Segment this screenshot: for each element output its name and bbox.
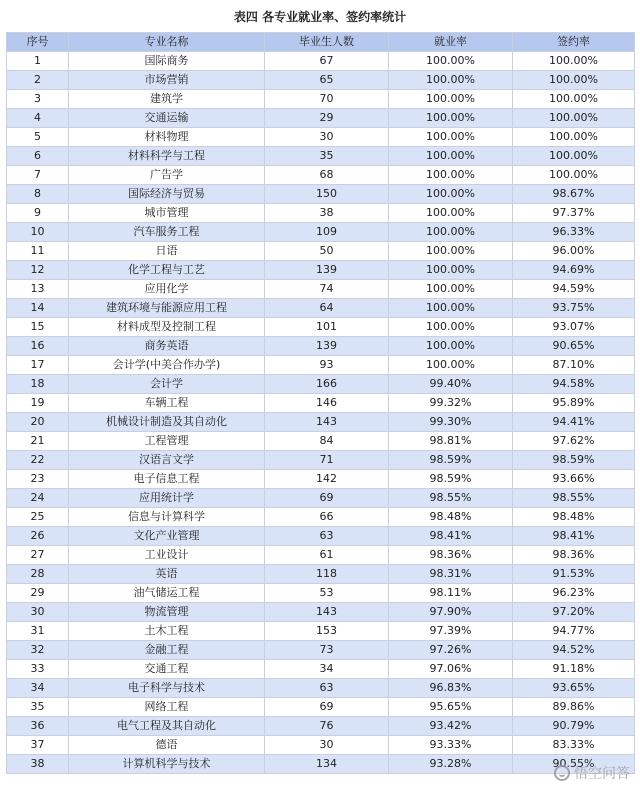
cell-major: 工业设计 (69, 546, 265, 565)
table-row (7, 603, 635, 622)
cell-employment-rate: 100.00% (389, 318, 513, 337)
table-row (7, 147, 635, 166)
cell-major: 市场营销 (69, 71, 265, 90)
cell-index: 14 (7, 299, 69, 318)
cell-contract-rate: 98.41% (513, 527, 635, 546)
cell-contract-rate: 96.33% (513, 223, 635, 242)
cell-contract-rate: 94.69% (513, 261, 635, 280)
cell-employment-rate: 93.33% (389, 736, 513, 755)
cell-major: 城市管理 (69, 204, 265, 223)
cell-contract-rate: 97.62% (513, 432, 635, 451)
cell-employment-rate: 100.00% (389, 242, 513, 261)
cell-index: 25 (7, 508, 69, 527)
cell-graduates: 84 (265, 432, 389, 451)
cell-contract-rate: 100.00% (513, 90, 635, 109)
cell-employment-rate: 100.00% (389, 90, 513, 109)
cell-graduates: 29 (265, 109, 389, 128)
table-row (7, 204, 635, 223)
cell-employment-rate: 100.00% (389, 166, 513, 185)
table-row (7, 128, 635, 147)
cell-contract-rate: 90.79% (513, 717, 635, 736)
cell-major: 油气储运工程 (69, 584, 265, 603)
cell-contract-rate: 89.86% (513, 698, 635, 717)
cell-employment-rate: 100.00% (389, 71, 513, 90)
cell-index: 10 (7, 223, 69, 242)
cell-contract-rate: 100.00% (513, 166, 635, 185)
cell-contract-rate: 98.48% (513, 508, 635, 527)
wukong-logo-icon (554, 765, 570, 781)
cell-contract-rate: 96.00% (513, 242, 635, 261)
table-row (7, 432, 635, 451)
cell-contract-rate: 90.55% (513, 755, 635, 774)
cell-employment-rate: 96.83% (389, 679, 513, 698)
cell-graduates: 153 (265, 622, 389, 641)
cell-employment-rate: 100.00% (389, 261, 513, 280)
cell-contract-rate: 98.55% (513, 489, 635, 508)
cell-contract-rate: 94.59% (513, 280, 635, 299)
table-row (7, 679, 635, 698)
cell-index: 6 (7, 147, 69, 166)
cell-employment-rate: 100.00% (389, 185, 513, 204)
cell-graduates: 101 (265, 318, 389, 337)
cell-index: 30 (7, 603, 69, 622)
cell-graduates: 74 (265, 280, 389, 299)
cell-graduates: 118 (265, 565, 389, 584)
watermark (554, 763, 630, 783)
cell-major: 应用化学 (69, 280, 265, 299)
cell-employment-rate: 98.11% (389, 584, 513, 603)
cell-major: 建筑环境与能源应用工程 (69, 299, 265, 318)
column-header-index: 序号 (7, 33, 69, 52)
cell-index: 33 (7, 660, 69, 679)
table-row (7, 546, 635, 565)
cell-employment-rate: 100.00% (389, 356, 513, 375)
cell-graduates: 61 (265, 546, 389, 565)
cell-graduates: 64 (265, 299, 389, 318)
cell-contract-rate: 94.41% (513, 413, 635, 432)
cell-contract-rate: 87.10% (513, 356, 635, 375)
cell-major: 建筑学 (69, 90, 265, 109)
cell-contract-rate: 100.00% (513, 52, 635, 71)
cell-contract-rate: 98.67% (513, 185, 635, 204)
cell-employment-rate: 98.59% (389, 470, 513, 489)
cell-contract-rate: 94.77% (513, 622, 635, 641)
table-row (7, 261, 635, 280)
cell-contract-rate: 93.07% (513, 318, 635, 337)
table-row (7, 394, 635, 413)
cell-index: 11 (7, 242, 69, 261)
cell-major: 会计学 (69, 375, 265, 394)
watermark-text: 悟空问答 (574, 766, 630, 782)
table-row (7, 71, 635, 90)
cell-graduates: 38 (265, 204, 389, 223)
cell-contract-rate: 100.00% (513, 128, 635, 147)
cell-major: 材料成型及控制工程 (69, 318, 265, 337)
table-row (7, 451, 635, 470)
cell-employment-rate: 95.65% (389, 698, 513, 717)
cell-employment-rate: 93.28% (389, 755, 513, 774)
cell-major: 材料物理 (69, 128, 265, 147)
cell-graduates: 142 (265, 470, 389, 489)
cell-major: 应用统计学 (69, 489, 265, 508)
cell-graduates: 76 (265, 717, 389, 736)
table-row (7, 584, 635, 603)
table-row (7, 280, 635, 299)
cell-graduates: 139 (265, 261, 389, 280)
cell-major: 电子科学与技术 (69, 679, 265, 698)
cell-employment-rate: 100.00% (389, 128, 513, 147)
table-row (7, 413, 635, 432)
cell-employment-rate: 100.00% (389, 280, 513, 299)
cell-employment-rate: 98.31% (389, 565, 513, 584)
cell-contract-rate: 100.00% (513, 147, 635, 166)
cell-major: 交通工程 (69, 660, 265, 679)
table-row (7, 242, 635, 261)
cell-major: 电气工程及其自动化 (69, 717, 265, 736)
table-row (7, 698, 635, 717)
cell-employment-rate: 97.90% (389, 603, 513, 622)
cell-graduates: 67 (265, 52, 389, 71)
cell-employment-rate: 93.42% (389, 717, 513, 736)
table-header-row (7, 33, 635, 52)
cell-employment-rate: 100.00% (389, 337, 513, 356)
table-row (7, 223, 635, 242)
cell-index: 20 (7, 413, 69, 432)
cell-index: 8 (7, 185, 69, 204)
cell-major: 日语 (69, 242, 265, 261)
table-row (7, 755, 635, 774)
table-row (7, 356, 635, 375)
cell-index: 16 (7, 337, 69, 356)
cell-contract-rate: 100.00% (513, 71, 635, 90)
cell-major: 信息与计算科学 (69, 508, 265, 527)
cell-contract-rate: 91.53% (513, 565, 635, 584)
column-header-graduates: 毕业生人数 (265, 33, 389, 52)
cell-major: 网络工程 (69, 698, 265, 717)
cell-major: 土木工程 (69, 622, 265, 641)
cell-employment-rate: 100.00% (389, 147, 513, 166)
cell-index: 23 (7, 470, 69, 489)
cell-graduates: 139 (265, 337, 389, 356)
cell-index: 2 (7, 71, 69, 90)
cell-contract-rate: 98.36% (513, 546, 635, 565)
cell-index: 37 (7, 736, 69, 755)
cell-index: 17 (7, 356, 69, 375)
table-row (7, 527, 635, 546)
cell-index: 22 (7, 451, 69, 470)
cell-index: 12 (7, 261, 69, 280)
cell-index: 26 (7, 527, 69, 546)
cell-employment-rate: 100.00% (389, 52, 513, 71)
table-row (7, 489, 635, 508)
table-row (7, 166, 635, 185)
cell-major: 材料科学与工程 (69, 147, 265, 166)
cell-employment-rate: 99.40% (389, 375, 513, 394)
cell-employment-rate: 99.32% (389, 394, 513, 413)
cell-index: 36 (7, 717, 69, 736)
table-row (7, 660, 635, 679)
cell-contract-rate: 94.52% (513, 641, 635, 660)
cell-graduates: 34 (265, 660, 389, 679)
cell-graduates: 30 (265, 736, 389, 755)
cell-employment-rate: 100.00% (389, 109, 513, 128)
table-body (7, 52, 635, 774)
table-row (7, 736, 635, 755)
cell-graduates: 30 (265, 128, 389, 147)
table-row (7, 318, 635, 337)
table-row (7, 565, 635, 584)
cell-contract-rate: 93.65% (513, 679, 635, 698)
cell-index: 32 (7, 641, 69, 660)
cell-employment-rate: 98.59% (389, 451, 513, 470)
table-row (7, 641, 635, 660)
cell-graduates: 166 (265, 375, 389, 394)
cell-major: 化学工程与工艺 (69, 261, 265, 280)
cell-graduates: 143 (265, 603, 389, 622)
cell-major: 工程管理 (69, 432, 265, 451)
cell-graduates: 66 (265, 508, 389, 527)
cell-index: 29 (7, 584, 69, 603)
cell-contract-rate: 90.65% (513, 337, 635, 356)
cell-major: 计算机科学与技术 (69, 755, 265, 774)
cell-major: 文化产业管理 (69, 527, 265, 546)
cell-graduates: 93 (265, 356, 389, 375)
table-row (7, 717, 635, 736)
cell-index: 31 (7, 622, 69, 641)
cell-index: 35 (7, 698, 69, 717)
cell-contract-rate: 96.23% (513, 584, 635, 603)
cell-employment-rate: 99.30% (389, 413, 513, 432)
cell-index: 1 (7, 52, 69, 71)
cell-graduates: 35 (265, 147, 389, 166)
cell-contract-rate: 98.59% (513, 451, 635, 470)
cell-graduates: 150 (265, 185, 389, 204)
cell-contract-rate: 94.58% (513, 375, 635, 394)
cell-graduates: 73 (265, 641, 389, 660)
cell-graduates: 134 (265, 755, 389, 774)
cell-graduates: 70 (265, 90, 389, 109)
cell-employment-rate: 98.41% (389, 527, 513, 546)
table-row (7, 508, 635, 527)
cell-major: 国际经济与贸易 (69, 185, 265, 204)
cell-employment-rate: 98.36% (389, 546, 513, 565)
cell-index: 15 (7, 318, 69, 337)
table-row (7, 109, 635, 128)
cell-major: 车辆工程 (69, 394, 265, 413)
cell-graduates: 71 (265, 451, 389, 470)
cell-major: 金融工程 (69, 641, 265, 660)
table-row (7, 185, 635, 204)
cell-graduates: 63 (265, 527, 389, 546)
cell-employment-rate: 100.00% (389, 223, 513, 242)
cell-major: 汽车服务工程 (69, 223, 265, 242)
cell-major: 广告学 (69, 166, 265, 185)
cell-graduates: 69 (265, 698, 389, 717)
cell-graduates: 63 (265, 679, 389, 698)
cell-major: 机械设计制造及其自动化 (69, 413, 265, 432)
cell-index: 7 (7, 166, 69, 185)
cell-index: 5 (7, 128, 69, 147)
column-header-contract-rate: 签约率 (513, 33, 635, 52)
table-row (7, 470, 635, 489)
table-row (7, 90, 635, 109)
cell-graduates: 65 (265, 71, 389, 90)
cell-graduates: 50 (265, 242, 389, 261)
cell-index: 34 (7, 679, 69, 698)
cell-major: 电子信息工程 (69, 470, 265, 489)
cell-major: 德语 (69, 736, 265, 755)
cell-contract-rate: 93.66% (513, 470, 635, 489)
cell-employment-rate: 97.06% (389, 660, 513, 679)
table-row (7, 375, 635, 394)
cell-contract-rate: 97.20% (513, 603, 635, 622)
cell-index: 21 (7, 432, 69, 451)
cell-contract-rate: 95.89% (513, 394, 635, 413)
cell-index: 28 (7, 565, 69, 584)
cell-employment-rate: 100.00% (389, 204, 513, 223)
cell-major: 会计学(中美合作办学) (69, 356, 265, 375)
cell-index: 38 (7, 755, 69, 774)
cell-employment-rate: 98.55% (389, 489, 513, 508)
cell-contract-rate: 100.00% (513, 109, 635, 128)
column-header-major: 专业名称 (69, 33, 265, 52)
cell-employment-rate: 98.48% (389, 508, 513, 527)
cell-graduates: 143 (265, 413, 389, 432)
cell-employment-rate: 97.39% (389, 622, 513, 641)
cell-major: 英语 (69, 565, 265, 584)
cell-major: 交通运输 (69, 109, 265, 128)
cell-major: 商务英语 (69, 337, 265, 356)
cell-index: 27 (7, 546, 69, 565)
cell-graduates: 69 (265, 489, 389, 508)
cell-employment-rate: 100.00% (389, 299, 513, 318)
cell-graduates: 68 (265, 166, 389, 185)
table-row (7, 299, 635, 318)
cell-index: 13 (7, 280, 69, 299)
table-row (7, 337, 635, 356)
cell-contract-rate: 83.33% (513, 736, 635, 755)
cell-contract-rate: 97.37% (513, 204, 635, 223)
cell-contract-rate: 93.75% (513, 299, 635, 318)
cell-index: 4 (7, 109, 69, 128)
table-row (7, 52, 635, 71)
cell-employment-rate: 98.81% (389, 432, 513, 451)
cell-index: 3 (7, 90, 69, 109)
column-header-employment-rate: 就业率 (389, 33, 513, 52)
cell-graduates: 109 (265, 223, 389, 242)
cell-employment-rate: 97.26% (389, 641, 513, 660)
cell-graduates: 53 (265, 584, 389, 603)
cell-graduates: 146 (265, 394, 389, 413)
cell-index: 9 (7, 204, 69, 223)
table-row (7, 622, 635, 641)
employment-stats-table (6, 32, 635, 774)
cell-index: 19 (7, 394, 69, 413)
cell-major: 物流管理 (69, 603, 265, 622)
table-title: 表四 各专业就业率、签约率统计 (233, 10, 407, 24)
cell-index: 18 (7, 375, 69, 394)
cell-major: 国际商务 (69, 52, 265, 71)
cell-index: 24 (7, 489, 69, 508)
cell-contract-rate: 91.18% (513, 660, 635, 679)
cell-major: 汉语言文学 (69, 451, 265, 470)
